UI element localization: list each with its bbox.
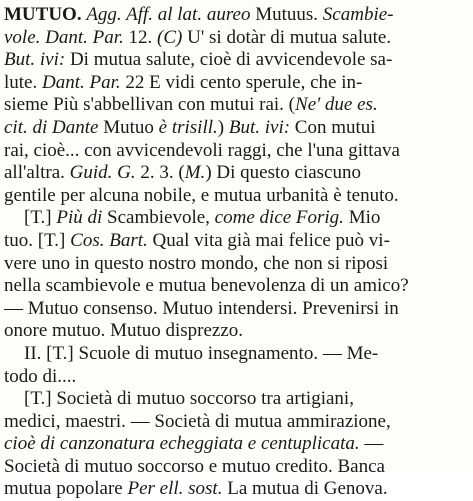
text-run: nella scambievole e mutua benevolenza di un amico?	[4, 275, 409, 297]
text-line	[4, 478, 467, 501]
text-line	[4, 117, 467, 140]
italic-text: (C)	[157, 26, 183, 48]
text-run: La mutua di Genova.	[222, 478, 388, 500]
text-run: rai, cioè... con avvicendevoli raggi, che l'una gittava	[4, 139, 400, 161]
text-run: Qual vita già mai felice può vi-	[147, 229, 390, 251]
text-line	[4, 433, 467, 456]
italic-text: Agg. Aff. al lat. aureo	[86, 4, 251, 25]
italic-text: Scambie-	[322, 4, 394, 25]
text-run: — Mutuo consenso. Mutuo intendersi. Prevenirsi in	[4, 297, 399, 319]
text-run: )	[217, 116, 229, 138]
text-run: Mutuus.	[250, 4, 323, 25]
text-run: [T.] Società di mutuo soccorso tra artigiani,	[24, 388, 354, 410]
text-run: gentile per alcuna nobile, e mutua urbanità è tenuto.	[4, 184, 399, 206]
text-run: sieme Più s'abbellivan con mutui rai. (	[4, 94, 296, 116]
text-run: Mutuo	[98, 116, 159, 138]
text-line	[4, 72, 467, 95]
text-run: —	[359, 433, 384, 455]
text-run: todo di....	[4, 365, 77, 387]
text-run: Con mutui	[290, 116, 376, 138]
text-line	[4, 275, 467, 298]
italic-text: come dice Forig.	[214, 207, 344, 229]
text-run: Mio	[343, 207, 381, 229]
italic-text: Dant. Par.	[42, 71, 121, 93]
text-run: all'altra.	[4, 162, 70, 184]
text-run: lute.	[4, 71, 42, 93]
italic-text: Cos. Bart.	[70, 229, 148, 251]
text-line	[4, 162, 467, 185]
text-run: vere uno in questo nostro mondo, che non si riposi	[4, 252, 389, 274]
text-run: [T.]	[24, 207, 57, 229]
italic-text: cioè di canzonatura echeggiata e centuplicata.	[4, 433, 360, 455]
text-run: ) Di questo ciascuno	[205, 162, 361, 184]
italic-text: Ne' due es.	[295, 94, 378, 116]
text-line	[4, 4, 467, 27]
italic-text: cit. di Dante	[4, 116, 99, 138]
text-run: U' si dotàr di mutua salute.	[182, 26, 392, 48]
italic-text: M.	[184, 162, 206, 184]
italic-text: è trisill.	[158, 116, 218, 138]
italic-text: But. ivi:	[4, 49, 66, 71]
text-line	[4, 343, 467, 366]
headword: MUTUO.	[4, 4, 82, 25]
text-run: Di mutua salute, cioè di avvicendevole sa-	[65, 49, 393, 71]
text-run: 12.	[123, 26, 158, 48]
text-line	[4, 320, 467, 343]
text-line	[4, 253, 467, 276]
italic-text: Guid. G.	[69, 162, 136, 184]
text-line	[4, 49, 467, 72]
dictionary-entry-mutuo	[4, 4, 467, 501]
text-run: mutua popolare	[4, 478, 128, 500]
text-run: medici, maestri. — Società di mutua ammirazione,	[4, 410, 391, 432]
text-line	[4, 94, 467, 117]
italic-text: vole. Dant. Par.	[4, 26, 124, 48]
italic-text: But. ivi:	[228, 116, 291, 138]
text-line	[4, 140, 467, 163]
text-line	[4, 456, 467, 479]
text-run: II. [T.] Scuole di mutuo insegnamento. — Me-	[24, 342, 379, 364]
text-run: onore mutuo. Mutuo disprezzo.	[4, 320, 244, 342]
text-run: Scambievole,	[102, 207, 215, 229]
text-run: 2. 3. (	[135, 162, 185, 184]
italic-text: Per ell. sost.	[127, 478, 223, 500]
text-line	[4, 411, 467, 434]
text-run: tuo. [T.]	[4, 229, 71, 251]
text-line	[4, 185, 467, 208]
text-line	[4, 298, 467, 321]
text-line	[4, 366, 467, 389]
text-run: Società di mutuo soccorso e mutuo credito. Banca	[4, 455, 385, 477]
text-line	[4, 230, 467, 253]
text-line	[4, 27, 467, 50]
italic-text: Più di	[56, 207, 103, 229]
text-run: 22 E vidi cento sperule, che in-	[120, 71, 363, 93]
text-line	[4, 207, 467, 230]
text-line	[4, 388, 467, 411]
